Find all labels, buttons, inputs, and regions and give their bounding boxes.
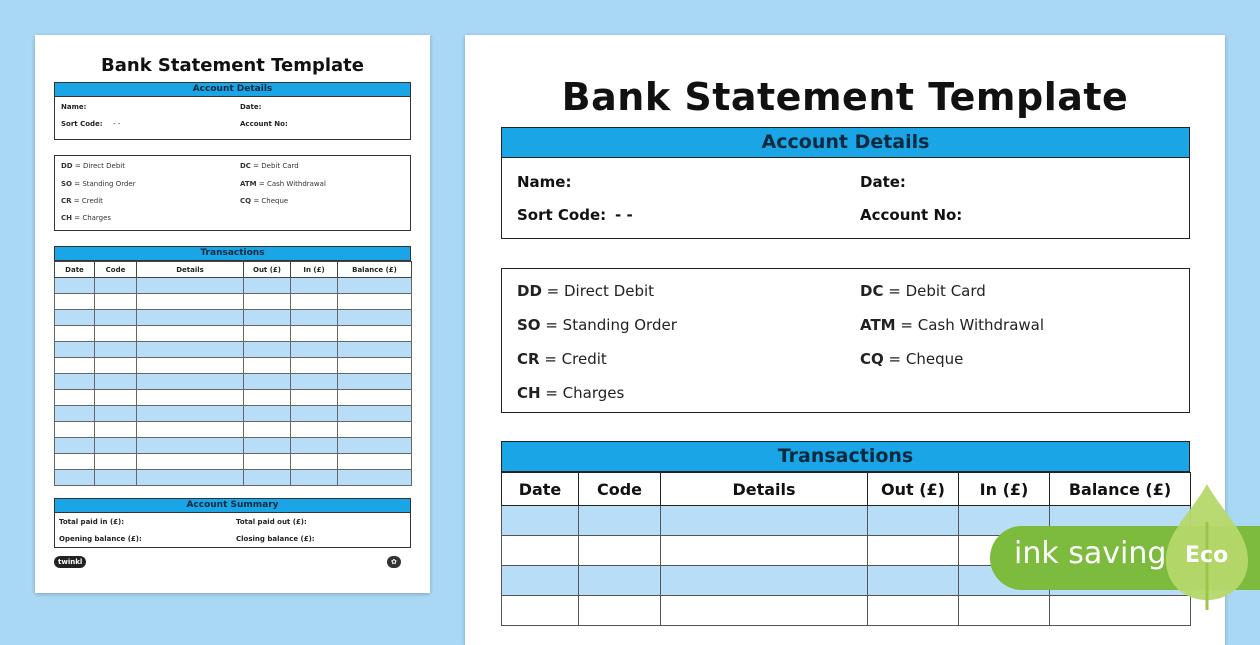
key-atm: ATM = Cash Withdrawal [240, 180, 326, 188]
table-cell [502, 566, 579, 596]
table-cell [291, 278, 338, 294]
table-cell [291, 390, 338, 406]
table-row [55, 294, 412, 310]
account-details-box-large [501, 127, 1190, 239]
table-cell [661, 536, 868, 566]
sort-code-separators-large: - - [615, 206, 633, 224]
table-cell [338, 374, 412, 390]
key-cq-large: CQ = Cheque [860, 350, 964, 368]
table-cell [579, 536, 661, 566]
table-cell [95, 358, 137, 374]
table-cell [338, 278, 412, 294]
closing-balance-label: Closing balance (£): [236, 535, 315, 543]
col-in: In (£) [291, 262, 338, 278]
ink-saving-text: ink saving [1014, 536, 1167, 571]
col-details: Details [137, 262, 244, 278]
sort-code-label: Sort Code: [61, 120, 103, 128]
table-row [55, 390, 412, 406]
account-summary-heading: Account Summary [55, 499, 410, 513]
code-key-box-large [501, 268, 1190, 413]
table-cell [338, 438, 412, 454]
table-row [502, 596, 1191, 626]
table-cell [291, 326, 338, 342]
table-cell [661, 506, 868, 536]
key-so: SO = Standing Order [61, 180, 136, 188]
table-cell [137, 454, 244, 470]
account-no-label: Account No: [240, 120, 288, 128]
table-cell [244, 422, 291, 438]
table-cell [291, 438, 338, 454]
table-cell [291, 310, 338, 326]
table-cell [137, 374, 244, 390]
table-cell [95, 470, 137, 486]
table-cell [55, 406, 95, 422]
key-cr: CR = Credit [61, 197, 103, 205]
table-cell [291, 374, 338, 390]
date-label-large: Date: [860, 173, 906, 191]
table-cell [55, 454, 95, 470]
table-cell [291, 470, 338, 486]
col-in-large: In (£) [959, 473, 1050, 506]
table-cell [661, 596, 868, 626]
table-cell [868, 536, 959, 566]
table-cell [959, 596, 1050, 626]
table-cell [55, 310, 95, 326]
key-atm-large: ATM = Cash Withdrawal [860, 316, 1045, 334]
table-cell [244, 390, 291, 406]
table-cell [55, 422, 95, 438]
table-cell [244, 374, 291, 390]
key-ch: CH = Charges [61, 214, 112, 222]
table-cell [137, 342, 244, 358]
table-cell [291, 358, 338, 374]
table-cell [868, 506, 959, 536]
table-cell [244, 278, 291, 294]
twinkl-logo-right: ✿ [387, 556, 401, 568]
table-cell [137, 390, 244, 406]
table-cell [55, 470, 95, 486]
table-cell [338, 358, 412, 374]
col-code-large: Code [579, 473, 661, 506]
transactions-box [54, 246, 411, 484]
total-paid-in-label: Total paid in (£): [59, 518, 125, 526]
table-cell [137, 278, 244, 294]
sort-code-separators: - - [113, 120, 121, 128]
table-cell [244, 326, 291, 342]
account-details-heading: Account Details [55, 83, 410, 97]
table-cell [338, 422, 412, 438]
table-cell [502, 536, 579, 566]
table-cell [55, 342, 95, 358]
table-row [55, 278, 412, 294]
twinkl-logo: twinkl [54, 556, 86, 568]
table-cell [95, 310, 137, 326]
col-out-large: Out (£) [868, 473, 959, 506]
table-cell [244, 294, 291, 310]
table-cell [55, 438, 95, 454]
name-label: Name: [61, 103, 87, 111]
sort-code-label-large: Sort Code: [517, 206, 607, 224]
table-cell [291, 454, 338, 470]
table-cell [502, 506, 579, 536]
table-cell [244, 406, 291, 422]
table-row [55, 358, 412, 374]
table-cell [95, 326, 137, 342]
table-cell [95, 406, 137, 422]
table-cell [291, 422, 338, 438]
key-ch-large: CH = Charges [517, 384, 625, 402]
transactions-heading-large: Transactions [501, 441, 1190, 472]
table-cell [291, 406, 338, 422]
table-row [55, 310, 412, 326]
page-title: Bank Statement Template [101, 55, 364, 76]
table-row [55, 438, 412, 454]
table-cell [95, 278, 137, 294]
table-cell [95, 390, 137, 406]
key-dd-large: DD = Direct Debit [517, 282, 655, 300]
eco-label: Eco [1185, 543, 1229, 568]
col-balance-large: Balance (£) [1050, 473, 1191, 506]
key-dc: DC = Debit Card [240, 162, 299, 170]
table-row [55, 470, 412, 486]
account-details-box [54, 82, 411, 140]
table-cell [338, 390, 412, 406]
table-cell [579, 566, 661, 596]
table-row [55, 406, 412, 422]
table-cell [868, 596, 959, 626]
key-cq: CQ = Cheque [240, 197, 289, 205]
table-cell [661, 566, 868, 596]
opening-balance-label: Opening balance (£): [59, 535, 142, 543]
table-cell [338, 342, 412, 358]
table-cell [137, 438, 244, 454]
table-cell [502, 596, 579, 626]
table-cell [95, 294, 137, 310]
table-cell [55, 358, 95, 374]
key-cr-large: CR = Credit [517, 350, 607, 368]
account-no-label-large: Account No: [860, 206, 963, 224]
table-cell [95, 438, 137, 454]
table-cell [55, 326, 95, 342]
total-paid-out-label: Total paid out (£): [236, 518, 307, 526]
account-details-heading-large: Account Details [502, 128, 1189, 158]
key-dd: DD = Direct Debit [61, 162, 125, 170]
table-cell [338, 454, 412, 470]
table-cell [95, 422, 137, 438]
table-cell [244, 342, 291, 358]
table-cell [55, 278, 95, 294]
table-cell [338, 294, 412, 310]
key-dc-large: DC = Debit Card [860, 282, 986, 300]
table-cell [137, 310, 244, 326]
table-cell [55, 294, 95, 310]
table-cell [95, 454, 137, 470]
table-cell [137, 406, 244, 422]
table-cell [868, 566, 959, 596]
table-row [55, 422, 412, 438]
page-title-large: Bank Statement Template [561, 75, 1129, 119]
date-label: Date: [240, 103, 262, 111]
table-cell [244, 470, 291, 486]
table-cell [137, 294, 244, 310]
key-so-large: SO = Standing Order [517, 316, 677, 334]
table-cell [244, 454, 291, 470]
table-row [55, 374, 412, 390]
table-cell [579, 506, 661, 536]
table-cell [291, 342, 338, 358]
table-cell [137, 422, 244, 438]
transactions-table [54, 261, 412, 486]
account-summary-box [54, 498, 411, 548]
table-cell [137, 470, 244, 486]
col-balance: Balance (£) [338, 262, 412, 278]
col-date: Date [55, 262, 95, 278]
table-cell [244, 438, 291, 454]
thumbnail-page [35, 35, 430, 593]
table-cell [338, 326, 412, 342]
table-row [55, 342, 412, 358]
table-cell [291, 294, 338, 310]
col-date-large: Date [502, 473, 579, 506]
table-cell [95, 342, 137, 358]
table-cell [579, 596, 661, 626]
table-cell [338, 470, 412, 486]
table-cell [95, 374, 137, 390]
code-key-box [54, 155, 411, 231]
table-cell [137, 326, 244, 342]
table-cell [244, 310, 291, 326]
table-cell [244, 358, 291, 374]
col-code: Code [95, 262, 137, 278]
table-row [55, 326, 412, 342]
transactions-heading: Transactions [54, 246, 411, 261]
table-cell [338, 310, 412, 326]
table-cell [55, 390, 95, 406]
table-row [55, 454, 412, 470]
col-out: Out (£) [244, 262, 291, 278]
table-cell [55, 374, 95, 390]
table-cell [137, 358, 244, 374]
col-details-large: Details [661, 473, 868, 506]
table-cell [338, 406, 412, 422]
name-label-large: Name: [517, 173, 572, 191]
